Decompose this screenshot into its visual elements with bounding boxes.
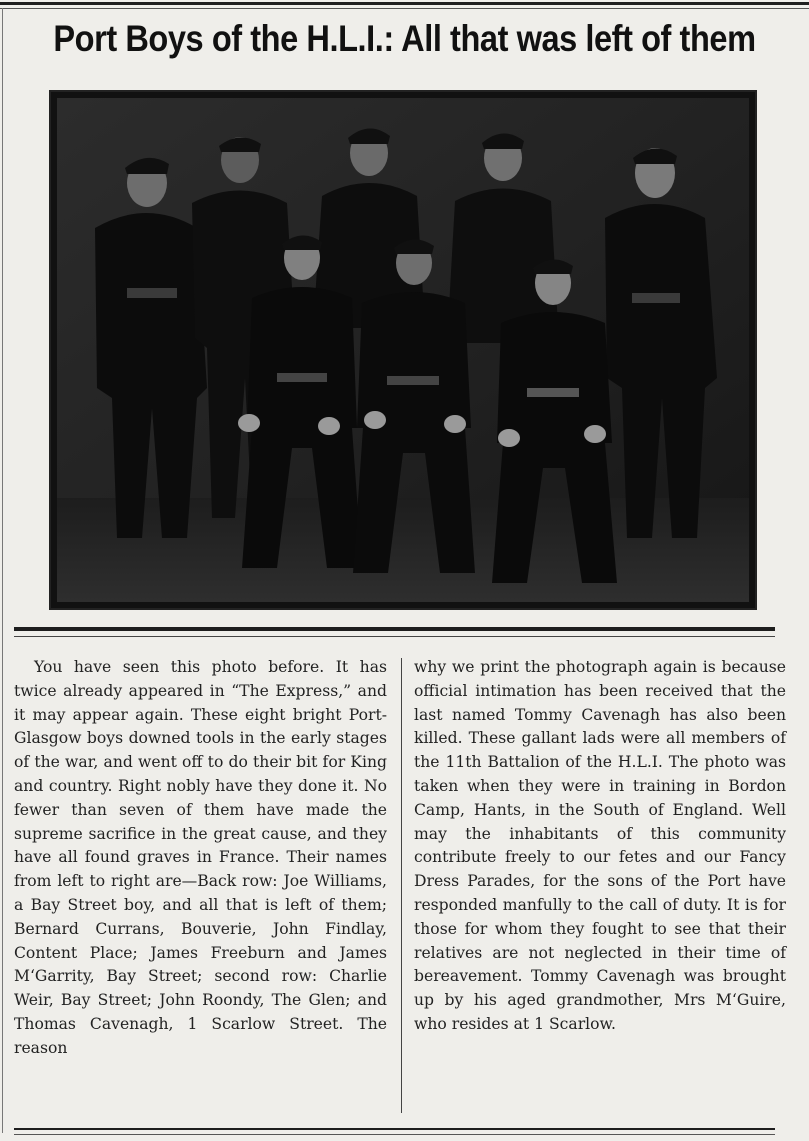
left-border [2, 8, 3, 1133]
bottom-rule [14, 1128, 775, 1130]
article-text-left: You have seen this photo before. It has twice already appeared in “The Express,” and it may appear again. These eight bright Port-Glasgow boys downed tools in the early stages of the war, and went off to do their bit for King and country. Right nobly have they done it. No fewer than seven of them have made the supreme sacrifice in the great cause, and they have all found graves in France. Their names from left to right are—Back row: Joe Williams, a Bay Street boy, and all that is left of them; Bernard Currans, Bouverie, John Findlay, Content Place; James Freeburn and James M‘Garrity, Bay Street; second row: Charlie Weir, Bay Street; John Roondy, The Glen; and Thomas Cavenagh, 1 Scarlow Street. The reason [14, 658, 387, 1057]
top-rule-thin [0, 8, 809, 9]
article-column-left [14, 656, 387, 1061]
article-column-right [414, 656, 786, 1037]
section-rule-thin [14, 636, 775, 637]
article-text-right: why we print the photograph again is because official intimation has been received that the last named Tommy Cavenagh has also been killed. These gallant lads were all members of the 11th Battalion of the H.L.I. The photo was taken when they were in training in Bordon Camp, Hants, in the South of England. Well may the inhabitants of this community contribute freely to our fetes and our Fancy Dress Parades, for the sons of the Port have responded manfully to the call of duty. It is for those for whom they fought to see that their relatives are not neglected in their time of bereavement. Tommy Cavenagh was brought up by his aged grandmother, Mrs M‘Guire, who resides at 1 Scarlow. [414, 658, 786, 1033]
top-rule [0, 2, 809, 5]
headline: Port Boys of the H.L.I.: All that was left of them [53, 18, 756, 59]
photo-frame [49, 90, 757, 610]
bottom-rule-thin [14, 1134, 775, 1135]
column-divider [401, 658, 402, 1113]
group-photograph [57, 98, 749, 602]
section-rule [14, 627, 775, 631]
